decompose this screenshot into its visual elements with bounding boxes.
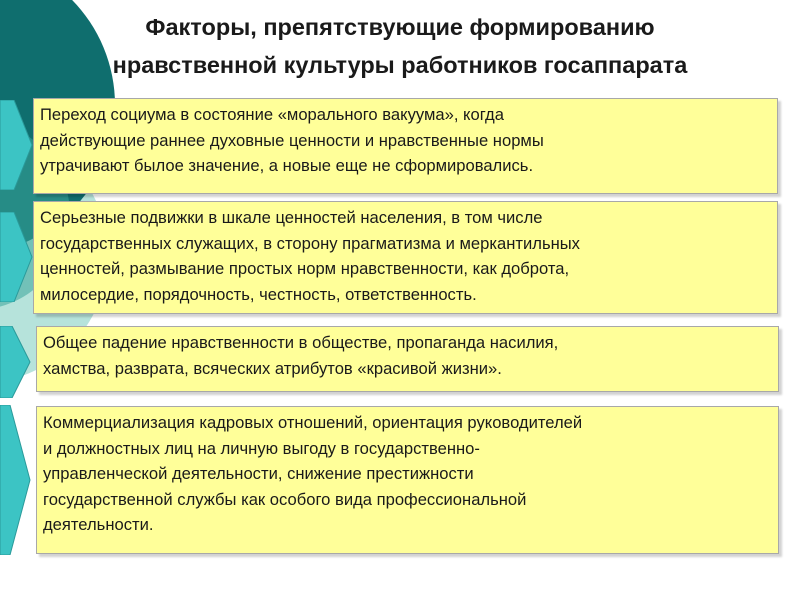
chevron-arrow-icon-3 [0,326,34,398]
chevron-arrow-icon-2 [0,212,34,302]
factor-4-line-3: управленческой деятельности, снижение престижности [43,464,474,483]
factor-4-line-4: государственной службы как особого вида профессиональной [43,489,527,509]
factor-4-line-2: и должностных лиц на личную выгоду в государственно- [43,438,480,458]
factor-1-line-1: Переход социума в состояние «морального вакуума», когда [40,105,504,124]
factor-2-line-4: милосердие, порядочность, честность, ответственность. [40,284,477,304]
factor-3-line-2: хамства, разврата, всяческих атрибутов «красивой жизни». [43,358,502,378]
factor-4-line-5: деятельности. [43,515,154,534]
factor-box-3 [36,326,779,392]
chevron-arrow-icon-4 [0,405,34,555]
factor-1-line-2: действующие раннее духовные ценности и нравственные нормы [40,130,544,150]
factor-2-line-3: ценностей, размывание простых норм нравственности, как доброта, [40,259,570,278]
slide-title-line-2: нравственной культуры работников госаппарата [112,52,688,78]
factor-1-line-3: утрачивают былое значение, а новые еще не сформировались. [40,156,534,175]
factor-box-4 [36,406,779,554]
chevron-arrow-icon-1 [0,100,34,190]
factor-3-line-1: Общее падение нравственности в обществе, пропаганда насилия, [43,333,559,352]
factor-2-line-1: Серьезные подвижки в шкале ценностей населения, в том числе [40,208,543,227]
slide-title-line-1: Факторы, препятствующие формированию [145,14,655,40]
factor-box-1 [33,98,778,194]
factor-2-line-2: государственных служащих, в сторону прагматизма и меркантильных [40,233,580,253]
factor-4-line-1: Коммерциализация кадровых отношений, ориентация руководителей [43,413,583,432]
factor-box-2 [33,201,778,314]
slide-title [0,8,800,84]
